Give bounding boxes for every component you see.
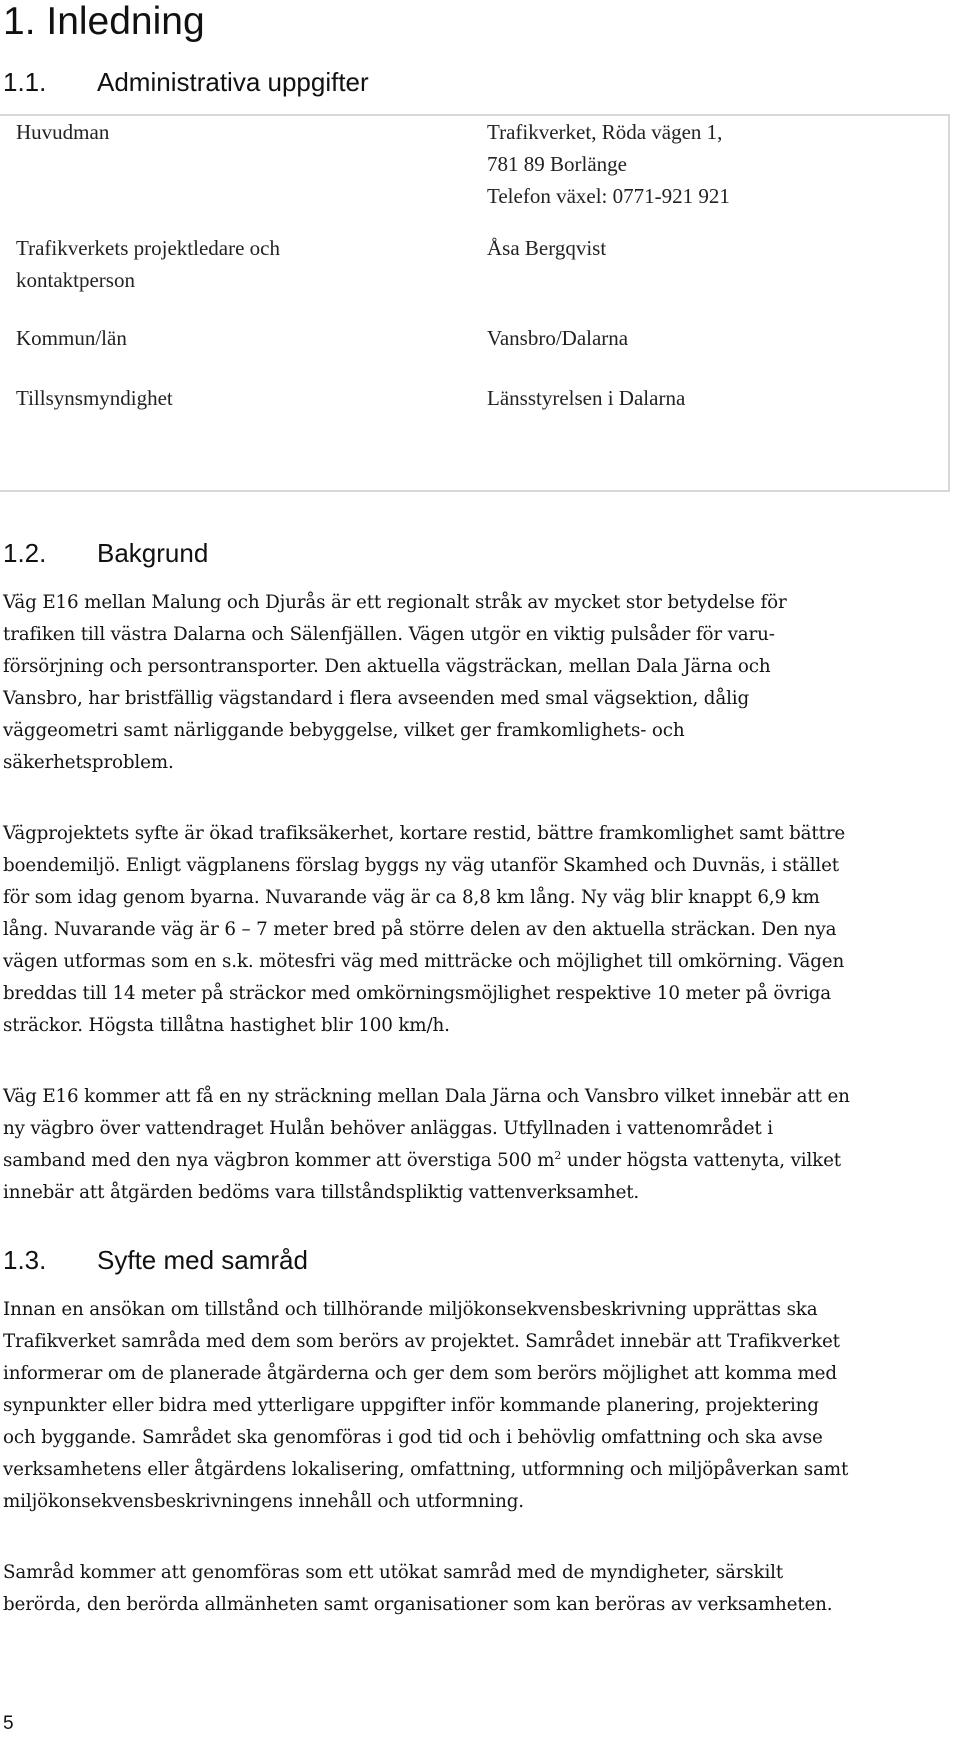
text-line: vägen utformas som en s.k. mötesfri väg med mitträcke och möjlighet till omkörning. Vägen bbox=[3, 951, 845, 972]
text-line: lång. Nuvarande väg är 6 – 7 meter bred på större delen av den aktuella sträckan. Den nya bbox=[3, 919, 837, 940]
paragraph bbox=[3, 587, 953, 779]
admin-info-table bbox=[0, 114, 950, 492]
row-label bbox=[16, 382, 356, 414]
label-line: Kommun/län bbox=[16, 326, 127, 350]
text-line: för som idag genom byarna. Nuvarande väg är ca 8,8 km lång. Ny väg blir knappt 6,9 km bbox=[3, 887, 820, 908]
text-line: sträckor. Högsta tillåtna hastighet blir 100 km/h. bbox=[3, 1015, 450, 1036]
row-label bbox=[16, 232, 356, 296]
text-line: Vägprojektets syfte är ökad trafiksäkerhet, kortare restid, bättre framkomlighet samt bättre bbox=[3, 823, 846, 844]
chapter-heading: 1. Inledning bbox=[3, 0, 205, 43]
section-title: Syfte med samråd bbox=[97, 1245, 308, 1275]
row-value bbox=[487, 322, 927, 354]
row-label bbox=[16, 322, 356, 354]
row-value bbox=[487, 382, 927, 414]
text-line: Innan en ansökan om tillstånd och tillhörande miljökonsekvensbeskrivning upprättas ska bbox=[3, 1299, 818, 1320]
text-line: synpunkter eller bidra med ytterligare uppgifter inför kommande planering, projektering bbox=[3, 1395, 819, 1416]
text-line: Trafikverket samråda med dem som berörs av projektet. Samrådet innebär att Trafikverket bbox=[3, 1331, 840, 1352]
value-line: Länsstyrelsen i Dalarna bbox=[487, 386, 686, 410]
section-title: Administrativa uppgifter bbox=[97, 67, 369, 97]
text-line: boendemiljö. Enligt vägplanens förslag byggs ny väg utanför Skamhed och Duvnäs, i stället bbox=[3, 855, 839, 876]
section-title: Bakgrund bbox=[97, 538, 209, 568]
text-line: verksamhetens eller åtgärdens lokalisering, omfattning, utformning och miljöpåverkan samt bbox=[3, 1459, 849, 1480]
label-line: Tillsynsmyndighet bbox=[16, 386, 173, 410]
text-line: försörjning och persontransporter. Den aktuella vägsträckan, mellan Dala Järna och bbox=[3, 656, 771, 677]
text-line: berörda, den berörda allmänheten samt organisationer som kan beröras av verksamheten. bbox=[3, 1594, 833, 1615]
label-line: kontaktperson bbox=[16, 268, 135, 292]
label-line: Trafikverkets projektledare och bbox=[16, 236, 280, 260]
label-line: Huvudman bbox=[16, 120, 110, 144]
text-line: trafiken till västra Dalarna och Sälenfjällen. Vägen utgör en viktig pulsåder för varu- bbox=[3, 624, 775, 645]
row-value bbox=[487, 232, 927, 264]
text-line: ny vägbro över vattendraget Hulån behöver anläggas. Utfyllnaden i vattenområdet i bbox=[3, 1118, 773, 1139]
value-line: Vansbro/Dalarna bbox=[487, 326, 629, 350]
text-line: Väg E16 kommer att få en ny sträckning mellan Dala Järna och Vansbro vilket innebär att en bbox=[3, 1086, 850, 1107]
paragraph bbox=[3, 1294, 953, 1518]
text-line bbox=[3, 1145, 953, 1177]
section-number: 1.3. bbox=[3, 1245, 47, 1275]
text-line: miljökonsekvensbeskrivningens innehåll och utformning. bbox=[3, 1491, 524, 1512]
value-line: Trafikverket, Röda vägen 1, bbox=[487, 120, 723, 144]
section-number: 1.2. bbox=[3, 538, 47, 568]
value-line: Åsa Bergqvist bbox=[487, 236, 607, 260]
text-line: väggeometri samt närliggande bebyggelse, vilket ger framkomlighets- och bbox=[3, 720, 685, 741]
text-line: breddas till 14 meter på sträckor med omkörningsmöjlighet respektive 10 meter på övriga bbox=[3, 983, 832, 1004]
paragraph bbox=[3, 1557, 953, 1621]
section-heading-1-1 bbox=[3, 66, 369, 98]
paragraph bbox=[3, 818, 953, 1042]
text-fragment: under högsta vattenyta, vilket bbox=[561, 1150, 841, 1171]
text-line: Samråd kommer att genomföras som ett utökat samråd med de myndigheter, särskilt bbox=[3, 1562, 784, 1583]
paragraph bbox=[3, 1081, 953, 1209]
text-line: säkerhetsproblem. bbox=[3, 752, 174, 773]
text-line: Vansbro, har bristfällig vägstandard i flera avseenden med smal vägsektion, dålig bbox=[3, 688, 750, 709]
value-line: Telefon växel: 0771-921 921 bbox=[487, 184, 730, 208]
text-fragment: samband med den nya vägbron kommer att överstiga 500 m bbox=[3, 1150, 555, 1171]
section-heading-1-2 bbox=[3, 537, 208, 569]
text-line: innebär att åtgärden bedöms vara tillståndspliktig vattenverksamhet. bbox=[3, 1182, 640, 1203]
text-line: och byggande. Samrådet ska genomföras i god tid och i behövlig omfattning och ska avse bbox=[3, 1427, 823, 1448]
text-line: Väg E16 mellan Malung och Djurås är ett regionalt stråk av mycket stor betydelse för bbox=[3, 592, 787, 613]
section-heading-1-3 bbox=[3, 1244, 308, 1276]
page-number: 5 bbox=[3, 1713, 14, 1734]
row-value bbox=[487, 116, 927, 212]
row-label bbox=[16, 116, 356, 148]
superscript: 2 bbox=[554, 1149, 562, 1162]
section-number: 1.1. bbox=[3, 67, 47, 97]
text-line: informerar om de planerade åtgärderna och ger dem som berörs möjlighet att komma med bbox=[3, 1363, 837, 1384]
value-line: 781 89 Borlänge bbox=[487, 152, 627, 176]
